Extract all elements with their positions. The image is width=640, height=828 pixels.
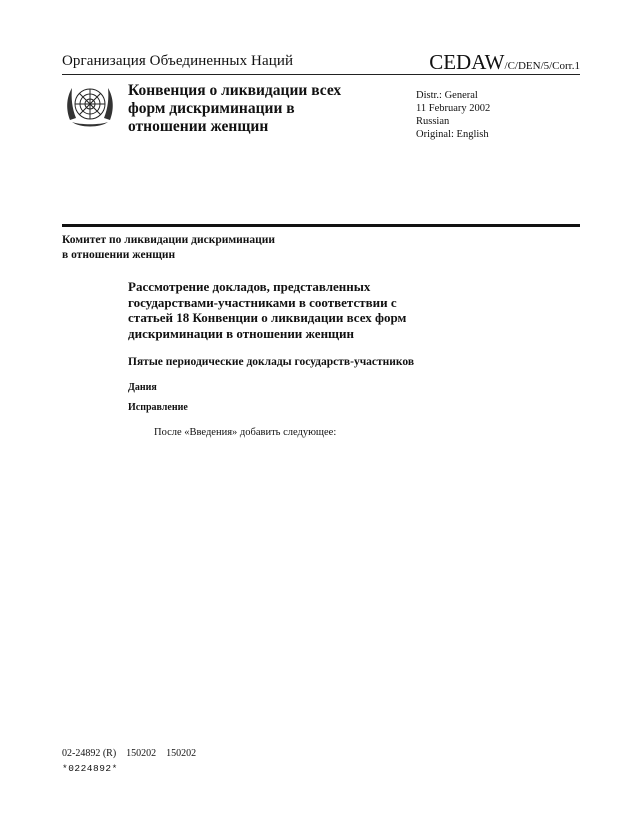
organization-name: Организация Объединенных Наций: [62, 53, 294, 69]
symbol-main: CEDAW: [429, 50, 505, 74]
title-line-3: отношении женщин: [128, 118, 269, 135]
header-rule: [62, 74, 580, 75]
original-text: Original: English: [416, 129, 489, 140]
country-label: Дания: [128, 382, 157, 393]
document-symbol: [429, 50, 580, 75]
heading-line-3: статьей 18 Конвенции о ликвидации всех форм: [128, 310, 407, 325]
un-emblem-icon: [62, 80, 118, 132]
committee-name: [62, 233, 362, 263]
main-heading: [128, 279, 458, 341]
date-text: 11 February 2002: [416, 103, 491, 114]
symbol-suffix: /C/DEN/5/Corr.1: [504, 60, 580, 72]
barcode-text: *0224892*: [62, 763, 118, 774]
committee-line-2: в отношении женщин: [62, 249, 176, 261]
distribution-info: [416, 89, 490, 141]
heading-line-4: дискриминации в отношении женщин: [128, 325, 355, 341]
body-paragraph: После «Введения» добавить следующее:: [154, 427, 337, 438]
title-line-1: Конвенция о ликвидации всех: [128, 82, 342, 99]
sub-heading: Пятые периодические доклады государств-участников: [128, 356, 415, 368]
convention-title: [128, 82, 378, 136]
document-number: 02-24892 (R) 150202 150202: [62, 748, 197, 759]
distr-text: Distr.: General: [416, 90, 478, 101]
section-rule: [62, 224, 580, 227]
committee-line-1: Комитет по ликвидации дискриминации: [62, 234, 276, 246]
title-line-2: форм дискриминации в: [128, 100, 295, 117]
heading-line-1: Рассмотрение докладов, представленных: [128, 279, 371, 294]
correction-label: Исправление: [128, 402, 188, 413]
heading-line-2: государствами-участниками в соответствии с: [128, 294, 397, 310]
language-text: Russian: [416, 116, 450, 127]
